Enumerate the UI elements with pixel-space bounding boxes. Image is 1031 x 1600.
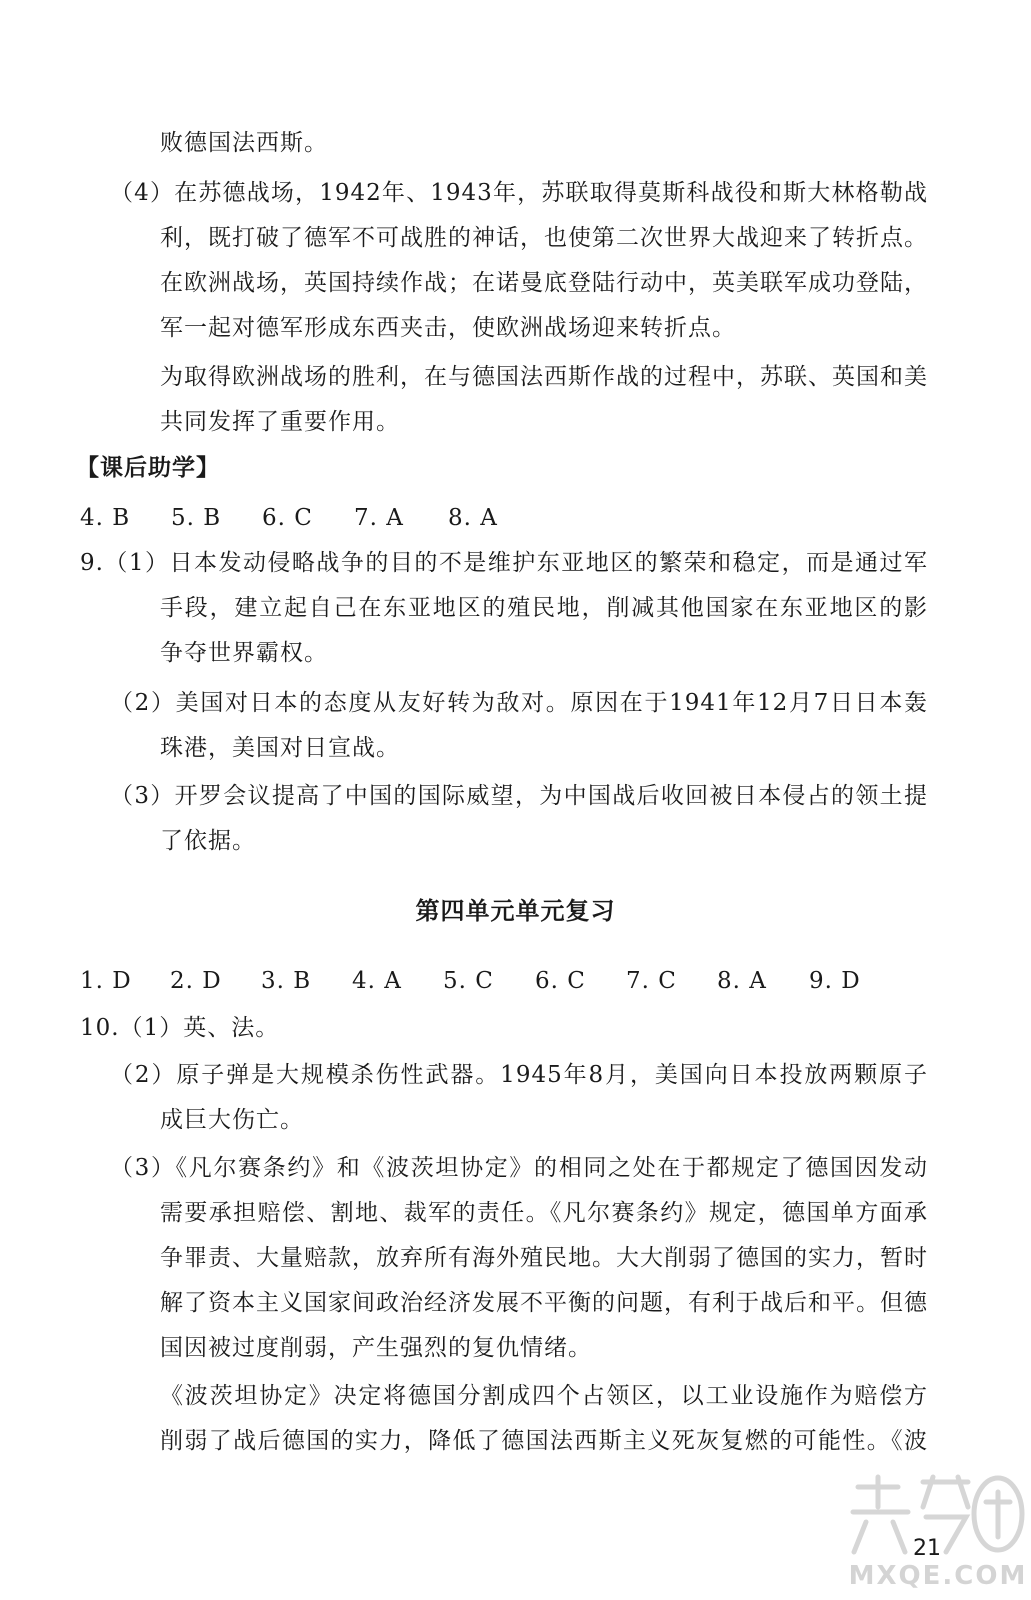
watermark-logo [838, 1462, 1028, 1592]
text-line: （2）美国对日本的态度从友好转为敌对。原因在于1941年12月7日日本轰 [110, 690, 928, 716]
answer-item: 5. B [171, 505, 222, 531]
answer-item: 7. A [354, 505, 404, 531]
text-line: 国因被过度削弱，产生强烈的复仇情绪。 [160, 1335, 592, 1361]
text-line: 10.（1）英、法。 [80, 1015, 280, 1041]
answer-row [80, 503, 508, 533]
text-line: （3）《凡尔赛条约》和《波茨坦协定》的相同之处在于都规定了德国因发动 [110, 1155, 928, 1181]
text-line: 《波茨坦协定》决定将德国分割成四个占领区，以工业设施作为赔偿方 [160, 1383, 928, 1409]
answer-row [80, 966, 869, 996]
text-line: 9.（1）日本发动侵略战争的目的不是维护东亚地区的繁荣和稳定，而是通过军 [80, 550, 928, 576]
text-line: 为取得欧洲战场的胜利，在与德国法西斯作战的过程中，苏联、英国和美 [160, 364, 928, 390]
answer-item: 3. B [261, 968, 312, 994]
answer-item: 2. D [170, 968, 222, 994]
section-heading: 【课后助学】 [76, 455, 220, 481]
text-line: 珠港，美国对日宣战。 [160, 735, 400, 761]
text-line: 共同发挥了重要作用。 [160, 409, 400, 435]
text-line: 争罪责、大量赔款，放弃所有海外殖民地。大大削弱了德国的实力，暂时 [160, 1245, 928, 1271]
answer-item: 6. C [535, 968, 586, 994]
text-line: 利，既打破了德军不可战胜的神话，也使第二次世界大战迎来了转折点。 [160, 225, 928, 251]
text-line: （2）原子弹是大规模杀伤性武器。1945年8月，美国向日本投放两颗原子 [110, 1062, 928, 1088]
answer-item: 8. A [717, 968, 767, 994]
text-line: 解了资本主义国家间政治经济发展不平衡的问题，有利于战后和平。但德 [160, 1290, 928, 1316]
answer-item: 5. C [443, 968, 494, 994]
text-line: 了依据。 [160, 828, 256, 854]
answer-item: 8. A [448, 505, 498, 531]
page-number: 21 [913, 1536, 941, 1561]
text-line: 削弱了战后德国的实力，降低了德国法西斯主义死灰复燃的可能性。《波 [160, 1428, 928, 1454]
answer-item: 4. A [352, 968, 402, 994]
answer-item: 4. B [80, 505, 131, 531]
text-line: 败德国法西斯。 [160, 130, 328, 156]
text-line: 手段，建立起自己在东亚地区的殖民地，削减其他国家在东亚地区的影 [160, 595, 928, 621]
text-line: 争夺世界霸权。 [160, 640, 328, 666]
watermark-text: MXQE.COM [848, 1561, 1028, 1591]
text-line: 成巨大伤亡。 [160, 1107, 304, 1133]
text-line: 需要承担赔偿、割地、裁军的责任。《凡尔赛条约》规定，德国单方面承 [160, 1200, 928, 1226]
answer-item: 7. C [626, 968, 677, 994]
answer-item: 1. D [80, 968, 132, 994]
text-line: 军一起对德军形成东西夹击，使欧洲战场迎来转折点。 [160, 315, 736, 341]
answer-item: 9. D [809, 968, 861, 994]
text-line: （4）在苏德战场，1942年、1943年，苏联取得莫斯科战役和斯大林格勒战 [110, 180, 928, 206]
text-line: 在欧洲战场，英国持续作战；在诺曼底登陆行动中，英美联军成功登陆， [160, 270, 928, 296]
text-line: （3）开罗会议提高了中国的国际威望，为中国战后收回被日本侵占的领土提 [110, 783, 928, 809]
answer-item: 6. C [262, 505, 313, 531]
page-title: 第四单元单元复习 [415, 897, 616, 925]
